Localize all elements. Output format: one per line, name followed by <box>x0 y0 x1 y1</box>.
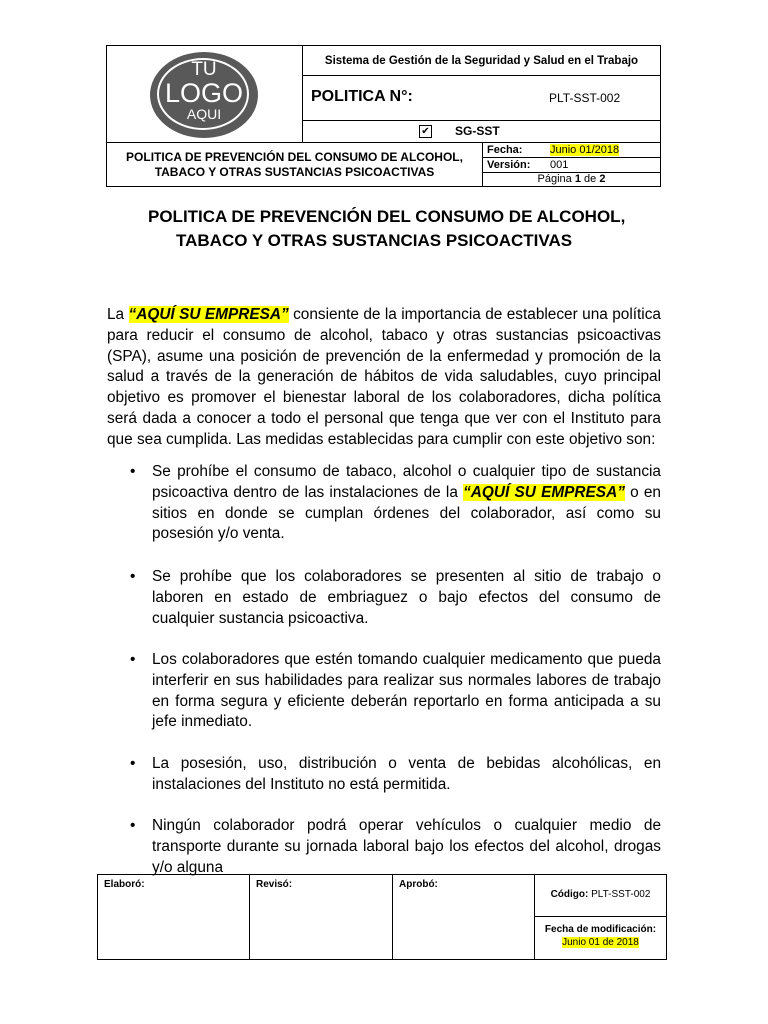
page-indicator <box>483 173 660 185</box>
meta-cell <box>483 143 660 186</box>
fecha-modificacion-cell <box>535 917 666 965</box>
policy-number-row <box>303 76 660 121</box>
intro-paragraph <box>107 305 661 451</box>
document-title <box>148 205 708 253</box>
reviso-label: Revisó: <box>256 879 293 890</box>
sgsst-label: SG-SST <box>455 124 500 138</box>
fecha-row <box>483 143 660 158</box>
bullet-text: La posesión, uso, distribución o venta de bebidas alcohólicas, en instalaciones del Instituto no está permitida. <box>152 755 661 793</box>
bullet-icon: • <box>130 463 136 480</box>
bullet-icon: • <box>130 817 136 834</box>
version-row <box>483 158 660 173</box>
codigo-value: PLT-SST-002 <box>588 889 651 900</box>
page-current: 1 <box>574 173 581 185</box>
page-prefix: Página <box>537 173 575 185</box>
page-total: 2 <box>599 173 606 185</box>
logo-text-logo: LOGO <box>164 78 244 108</box>
aprobo-label: Aprobó: <box>399 879 438 890</box>
bullet-text: Los colaboradores que estén tomando cualquier medicamento que pueda interferir en sus habilidades para realizar sus normales labores de trabajo en forma segura y eficiente deberán reportarlo en forma anticipada a su jefe inmediato. <box>152 651 661 731</box>
fecha-modificacion-label: Fecha de modificación: <box>544 924 657 935</box>
page-mid: de <box>580 173 600 185</box>
logo-cell <box>107 46 303 143</box>
list-item <box>130 754 661 796</box>
intro-prefix: La <box>107 306 129 323</box>
sgsst-checkbox[interactable]: ✔ <box>419 125 432 138</box>
company-logo <box>150 52 258 138</box>
policy-title-cell <box>107 143 483 186</box>
sgsst-row <box>303 121 660 143</box>
list-item <box>130 462 661 545</box>
policy-code: PLT-SST-002 <box>549 91 621 105</box>
elaboro-label: Elaboró: <box>104 879 145 890</box>
fecha-label: Fecha: <box>487 144 523 156</box>
version-value: 001 <box>550 159 569 171</box>
bullet-icon: • <box>130 651 136 668</box>
list-item <box>130 650 661 733</box>
header-table <box>106 45 661 187</box>
list-item <box>130 567 661 629</box>
codigo-cell <box>535 875 666 917</box>
document-title-line2: TABACO Y OTRAS SUSTANCIAS PSICOACTIVAS <box>176 231 573 250</box>
bullet-icon: • <box>130 568 136 585</box>
company-placeholder: “AQUÍ SU EMPRESA” <box>463 483 625 501</box>
bullet1-text-b: o en sitios en donde se cumplan órdenes del colaborador, así como su posesión y/o venta. <box>152 483 661 543</box>
version-label: Versión: <box>487 159 531 171</box>
aprobo-cell <box>393 875 535 959</box>
logo-text-tu: TU <box>191 59 217 80</box>
list-item <box>130 816 661 878</box>
policy-title-line2: TABACO Y OTRAS SUSTANCIAS PSICOACTIVAS <box>154 165 435 179</box>
bullet-text: Se prohíbe que los colaboradores se presenten al sitio de trabajo o laboren en estado de embriaguez o bajo efectos del consumo de cualquier sustancia psicoactiva. <box>152 568 661 627</box>
elaboro-cell <box>98 875 250 959</box>
document-title-line1: POLITICA DE PREVENCIÓN DEL CONSUMO DE ALCOHOL, <box>148 207 626 226</box>
bullet-text <box>152 462 661 545</box>
bullet-text: Ningún colaborador podrá operar vehículos o cualquier medio de transporte durante su jornada laboral bajo los efectos del alcohol, drogas y/o alguna <box>152 817 661 876</box>
system-title: Sistema de Gestión de la Seguridad y Salud en el Trabajo <box>303 46 660 76</box>
codigo-label: Código: <box>550 889 589 900</box>
footer-table <box>97 874 667 960</box>
logo-text-aqui: AQUI <box>186 106 222 122</box>
bullet1-text-a: Se prohíbe el consumo de tabaco, alcohol o cualquier tipo de sustancia psicoactiva dentro de las instalaciones de la <box>152 463 661 501</box>
policy-title-line1: POLITICA DE PREVENCIÓN DEL CONSUMO DE ALCOHOL, <box>126 150 463 164</box>
fecha-value: Junio 01/2018 <box>550 144 620 156</box>
reviso-cell <box>250 875 393 959</box>
policy-number-label: POLITICA N°: <box>311 88 413 105</box>
company-placeholder: “AQUÍ SU EMPRESA” <box>128 306 289 323</box>
fecha-modificacion-value: Junio 01 de 2018 <box>562 937 639 948</box>
intro-text: consiente de la importancia de establecer una política para reducir el consumo de alcohol, tabaco y otras sustancias psicoactivas (SPA), asume una posición de prevención de la enfermedad y promoción de la salud a través de la generación de hábitos de vida saludables, cuyo principal objetivo es promover el bienestar laboral de los colaboradores, dicha política será dada a conocer a todo el personal que tenga que ver con el Instituto para que sea cumplida. Las medidas establecidas para cumplir con este objetivo son: <box>107 306 661 448</box>
bullet-icon: • <box>130 755 136 772</box>
